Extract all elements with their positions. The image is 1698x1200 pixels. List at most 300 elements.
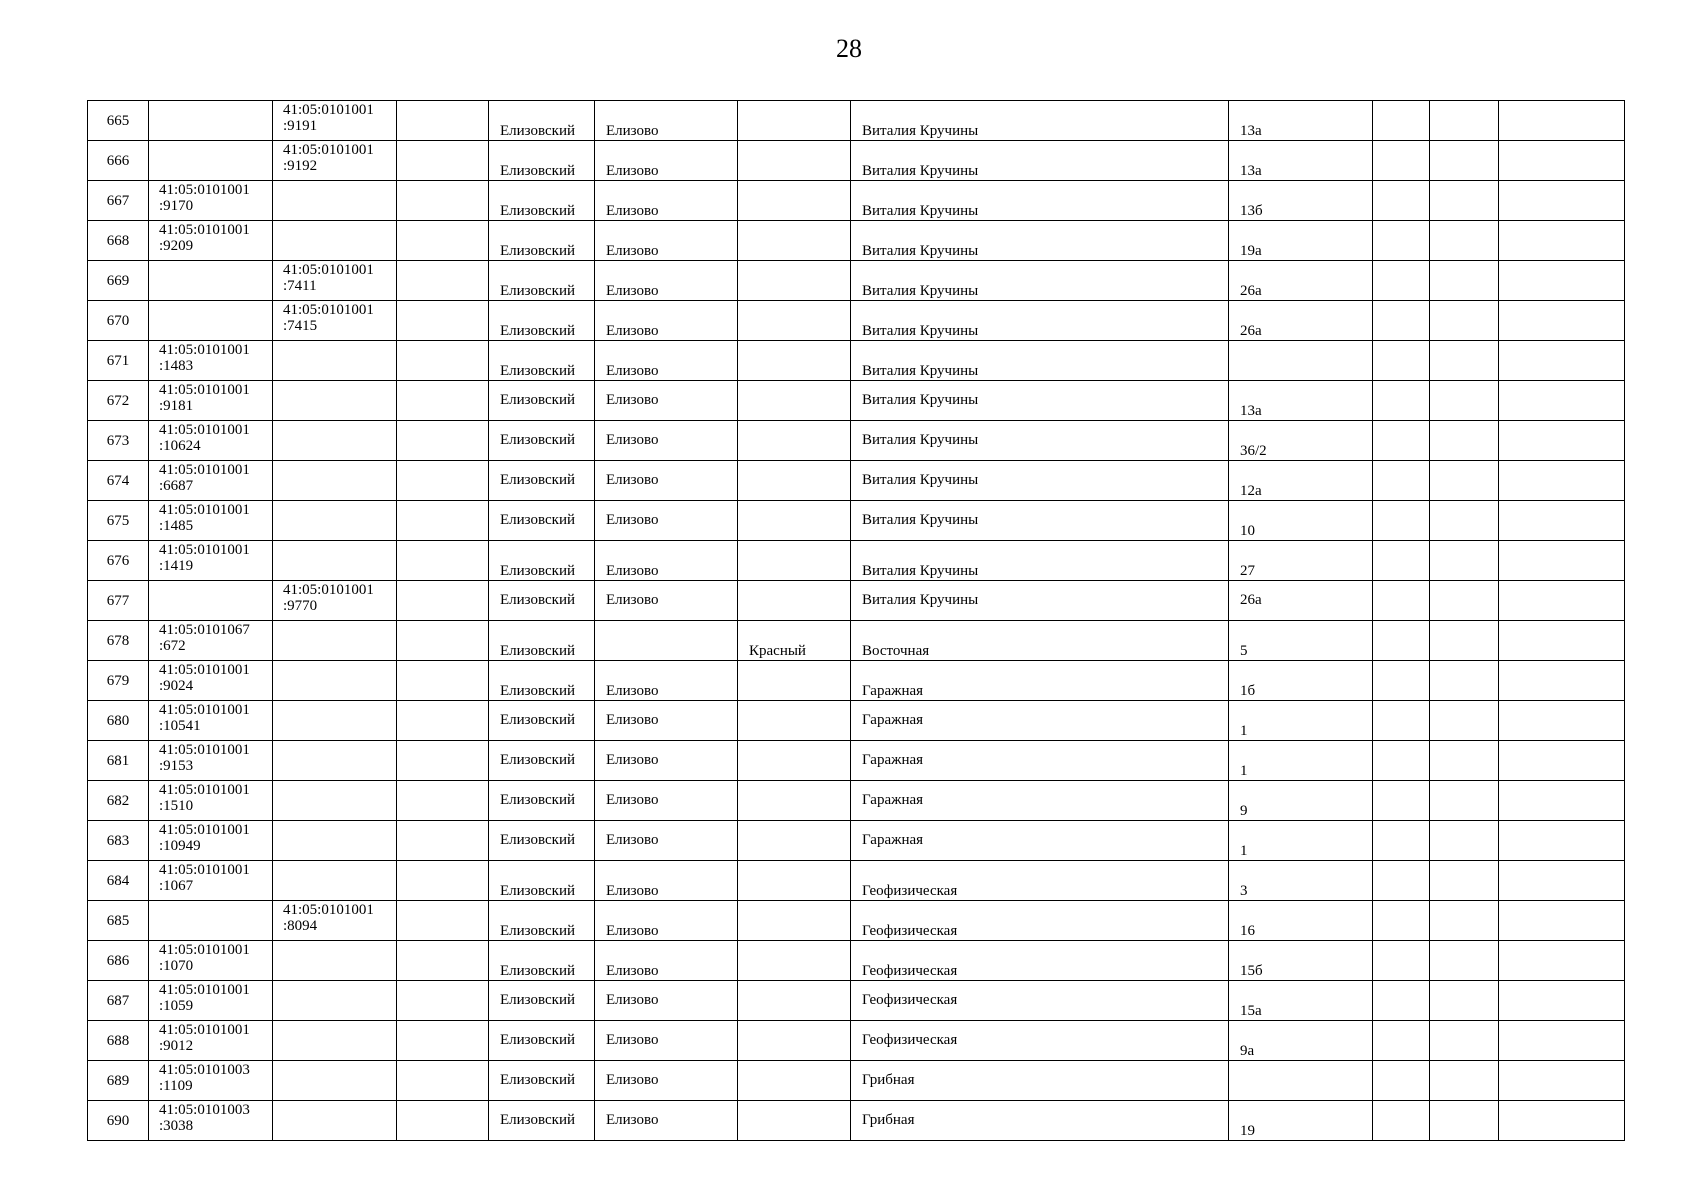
cell-empty bbox=[1430, 1021, 1499, 1061]
cell-house: 27 bbox=[1229, 541, 1373, 581]
cell-cadastral-number-alt bbox=[273, 221, 397, 261]
cell-row-number: 673 bbox=[88, 421, 149, 461]
cell-street: Виталия Кручины bbox=[851, 261, 1229, 301]
cell-settlement bbox=[738, 861, 851, 901]
cell-empty bbox=[1430, 501, 1499, 541]
cell-house: 13а bbox=[1229, 141, 1373, 181]
cell-empty bbox=[1430, 1101, 1499, 1141]
cell-empty bbox=[397, 581, 489, 621]
cell-house: 13а bbox=[1229, 381, 1373, 421]
cell-house: 26а bbox=[1229, 301, 1373, 341]
cell-settlement bbox=[738, 581, 851, 621]
cell-settlement bbox=[738, 1021, 851, 1061]
cell-house: 9 bbox=[1229, 781, 1373, 821]
cell-settlement bbox=[738, 1101, 851, 1141]
cell-street: Виталия Кручины bbox=[851, 541, 1229, 581]
table-row bbox=[88, 741, 1625, 781]
cell-empty bbox=[1499, 141, 1625, 181]
cell-empty bbox=[1499, 501, 1625, 541]
cell-cadastral-number: 41:05:0101001 :1510 bbox=[149, 781, 273, 821]
cell-city: Елизово bbox=[595, 501, 738, 541]
cell-settlement bbox=[738, 781, 851, 821]
cell-street: Виталия Кручины bbox=[851, 461, 1229, 501]
cell-district: Елизовский bbox=[489, 781, 595, 821]
cell-empty bbox=[397, 701, 489, 741]
cell-empty bbox=[1499, 701, 1625, 741]
cell-empty bbox=[397, 941, 489, 981]
cell-district: Елизовский bbox=[489, 661, 595, 701]
cell-district: Елизовский bbox=[489, 1061, 595, 1101]
cell-empty bbox=[1430, 901, 1499, 941]
cell-district: Елизовский bbox=[489, 581, 595, 621]
cell-house: 13а bbox=[1229, 101, 1373, 141]
cell-empty bbox=[1499, 621, 1625, 661]
cell-street: Гаражная bbox=[851, 781, 1229, 821]
cell-empty bbox=[1373, 101, 1430, 141]
cell-house: 1б bbox=[1229, 661, 1373, 701]
cell-cadastral-number: 41:05:0101001 :9209 bbox=[149, 221, 273, 261]
cell-city: Елизово bbox=[595, 261, 738, 301]
cell-cadastral-number-alt bbox=[273, 621, 397, 661]
cell-empty bbox=[397, 541, 489, 581]
cell-cadastral-number-alt: 41:05:0101001 :9192 bbox=[273, 141, 397, 181]
cell-empty bbox=[1373, 1061, 1430, 1101]
cell-cadastral-number bbox=[149, 261, 273, 301]
cell-empty bbox=[397, 341, 489, 381]
cell-settlement bbox=[738, 701, 851, 741]
cell-house: 19 bbox=[1229, 1101, 1373, 1141]
cell-cadastral-number-alt bbox=[273, 701, 397, 741]
cell-empty bbox=[1499, 421, 1625, 461]
cell-house bbox=[1229, 1061, 1373, 1101]
cell-cadastral-number-alt bbox=[273, 421, 397, 461]
cell-district: Елизовский bbox=[489, 541, 595, 581]
cell-empty bbox=[1373, 901, 1430, 941]
cell-street: Виталия Кручины bbox=[851, 581, 1229, 621]
cell-empty bbox=[1373, 421, 1430, 461]
cell-row-number: 665 bbox=[88, 101, 149, 141]
table-row bbox=[88, 981, 1625, 1021]
cell-city: Елизово bbox=[595, 461, 738, 501]
cell-street: Геофизическая bbox=[851, 1021, 1229, 1061]
cell-cadastral-number-alt bbox=[273, 341, 397, 381]
cell-district: Елизовский bbox=[489, 461, 595, 501]
cell-city: Елизово bbox=[595, 381, 738, 421]
cell-row-number: 677 bbox=[88, 581, 149, 621]
cell-row-number: 671 bbox=[88, 341, 149, 381]
cell-cadastral-number-alt bbox=[273, 741, 397, 781]
cell-street: Грибная bbox=[851, 1061, 1229, 1101]
cell-cadastral-number-alt bbox=[273, 781, 397, 821]
cell-house: 13б bbox=[1229, 181, 1373, 221]
cell-empty bbox=[1430, 781, 1499, 821]
cell-city: Елизово bbox=[595, 581, 738, 621]
cell-street: Гаражная bbox=[851, 821, 1229, 861]
table-row bbox=[88, 661, 1625, 701]
cell-empty bbox=[1373, 341, 1430, 381]
cell-empty bbox=[1373, 941, 1430, 981]
cell-cadastral-number: 41:05:0101001 :1483 bbox=[149, 341, 273, 381]
cell-cadastral-number-alt: 41:05:0101001 :7415 bbox=[273, 301, 397, 341]
cell-house: 36/2 bbox=[1229, 421, 1373, 461]
cell-cadastral-number-alt: 41:05:0101001 :9191 bbox=[273, 101, 397, 141]
table-row bbox=[88, 461, 1625, 501]
cell-empty bbox=[1373, 781, 1430, 821]
cell-empty bbox=[1499, 1021, 1625, 1061]
cell-empty bbox=[1499, 461, 1625, 501]
cell-city: Елизово bbox=[595, 941, 738, 981]
cell-cadastral-number-alt bbox=[273, 981, 397, 1021]
cell-city: Елизово bbox=[595, 741, 738, 781]
cell-house: 15а bbox=[1229, 981, 1373, 1021]
cell-district: Елизовский bbox=[489, 141, 595, 181]
cell-cadastral-number bbox=[149, 581, 273, 621]
cell-city: Елизово bbox=[595, 1061, 738, 1101]
cell-empty bbox=[1430, 341, 1499, 381]
cell-cadastral-number-alt bbox=[273, 941, 397, 981]
cell-row-number: 685 bbox=[88, 901, 149, 941]
table-row bbox=[88, 101, 1625, 141]
cell-empty bbox=[1373, 1021, 1430, 1061]
cell-row-number: 689 bbox=[88, 1061, 149, 1101]
cell-empty bbox=[1430, 621, 1499, 661]
cell-city bbox=[595, 621, 738, 661]
cell-city: Елизово bbox=[595, 421, 738, 461]
cell-empty bbox=[1499, 661, 1625, 701]
cell-empty bbox=[1373, 501, 1430, 541]
cell-empty bbox=[1373, 301, 1430, 341]
cell-street: Виталия Кручины bbox=[851, 141, 1229, 181]
cell-settlement bbox=[738, 1061, 851, 1101]
cell-empty bbox=[1499, 741, 1625, 781]
cell-row-number: 676 bbox=[88, 541, 149, 581]
cell-cadastral-number: 41:05:0101001 :1419 bbox=[149, 541, 273, 581]
cell-house: 1 bbox=[1229, 741, 1373, 781]
cell-street: Геофизическая bbox=[851, 901, 1229, 941]
cell-district: Елизовский bbox=[489, 1101, 595, 1141]
cell-empty bbox=[1430, 741, 1499, 781]
cell-empty bbox=[1373, 381, 1430, 421]
cell-settlement bbox=[738, 341, 851, 381]
cell-settlement bbox=[738, 221, 851, 261]
cell-cadastral-number: 41:05:0101001 :1070 bbox=[149, 941, 273, 981]
cell-cadastral-number-alt: 41:05:0101001 :9770 bbox=[273, 581, 397, 621]
cell-row-number: 669 bbox=[88, 261, 149, 301]
cell-cadastral-number: 41:05:0101001 :9181 bbox=[149, 381, 273, 421]
cell-cadastral-number-alt bbox=[273, 501, 397, 541]
table-row bbox=[88, 261, 1625, 301]
cell-settlement bbox=[738, 541, 851, 581]
cell-cadastral-number: 41:05:0101001 :1485 bbox=[149, 501, 273, 541]
cell-district: Елизовский bbox=[489, 941, 595, 981]
cell-empty bbox=[1499, 221, 1625, 261]
cell-cadastral-number: 41:05:0101003 :1109 bbox=[149, 1061, 273, 1101]
cell-empty bbox=[1499, 101, 1625, 141]
cell-city: Елизово bbox=[595, 1101, 738, 1141]
cell-city: Елизово bbox=[595, 781, 738, 821]
cell-empty bbox=[1373, 461, 1430, 501]
cell-empty bbox=[397, 661, 489, 701]
cell-cadastral-number-alt bbox=[273, 461, 397, 501]
cell-district: Елизовский bbox=[489, 221, 595, 261]
cell-empty bbox=[1499, 301, 1625, 341]
cell-city: Елизово bbox=[595, 341, 738, 381]
cell-street: Виталия Кручины bbox=[851, 341, 1229, 381]
cell-settlement bbox=[738, 421, 851, 461]
cell-cadastral-number: 41:05:0101001 :9153 bbox=[149, 741, 273, 781]
cell-street: Виталия Кручины bbox=[851, 501, 1229, 541]
cell-empty bbox=[397, 301, 489, 341]
cell-empty bbox=[397, 101, 489, 141]
cell-row-number: 668 bbox=[88, 221, 149, 261]
cell-city: Елизово bbox=[595, 661, 738, 701]
table-row bbox=[88, 381, 1625, 421]
cell-settlement bbox=[738, 501, 851, 541]
cell-empty bbox=[1373, 821, 1430, 861]
cell-city: Елизово bbox=[595, 861, 738, 901]
cell-street: Виталия Кручины bbox=[851, 381, 1229, 421]
cell-city: Елизово bbox=[595, 821, 738, 861]
cell-empty bbox=[1373, 621, 1430, 661]
cell-empty bbox=[1499, 1061, 1625, 1101]
cell-cadastral-number: 41:05:0101001 :9012 bbox=[149, 1021, 273, 1061]
cell-empty bbox=[1430, 701, 1499, 741]
cell-cadastral-number-alt bbox=[273, 541, 397, 581]
cell-cadastral-number-alt bbox=[273, 181, 397, 221]
cell-empty bbox=[1430, 261, 1499, 301]
cell-row-number: 682 bbox=[88, 781, 149, 821]
cell-cadastral-number: 41:05:0101001 :1059 bbox=[149, 981, 273, 1021]
cell-row-number: 678 bbox=[88, 621, 149, 661]
table-row bbox=[88, 621, 1625, 661]
cell-settlement bbox=[738, 941, 851, 981]
cell-empty bbox=[1430, 1061, 1499, 1101]
table-row bbox=[88, 1101, 1625, 1141]
cell-cadastral-number-alt bbox=[273, 1061, 397, 1101]
cell-empty bbox=[397, 981, 489, 1021]
table-row bbox=[88, 901, 1625, 941]
cell-district: Елизовский bbox=[489, 901, 595, 941]
cell-district: Елизовский bbox=[489, 261, 595, 301]
cell-house: 9а bbox=[1229, 1021, 1373, 1061]
cell-cadastral-number: 41:05:0101001 :10541 bbox=[149, 701, 273, 741]
cell-city: Елизово bbox=[595, 181, 738, 221]
cell-empty bbox=[397, 1021, 489, 1061]
cell-street: Грибная bbox=[851, 1101, 1229, 1141]
cell-cadastral-number bbox=[149, 301, 273, 341]
cell-empty bbox=[1430, 581, 1499, 621]
cell-settlement bbox=[738, 741, 851, 781]
cell-settlement bbox=[738, 141, 851, 181]
cell-empty bbox=[1499, 261, 1625, 301]
cell-house: 26а bbox=[1229, 261, 1373, 301]
cell-empty bbox=[397, 261, 489, 301]
table-body bbox=[88, 101, 1625, 1141]
cell-settlement bbox=[738, 101, 851, 141]
cell-house: 19а bbox=[1229, 221, 1373, 261]
cell-cadastral-number: 41:05:0101001 :1067 bbox=[149, 861, 273, 901]
cell-house: 16 bbox=[1229, 901, 1373, 941]
cell-district: Елизовский bbox=[489, 821, 595, 861]
cell-empty bbox=[1373, 741, 1430, 781]
cell-empty bbox=[1430, 821, 1499, 861]
cell-empty bbox=[1499, 1101, 1625, 1141]
cell-empty bbox=[1499, 781, 1625, 821]
cell-settlement bbox=[738, 301, 851, 341]
table-row bbox=[88, 821, 1625, 861]
cell-street: Геофизическая bbox=[851, 981, 1229, 1021]
cell-empty bbox=[1373, 181, 1430, 221]
cell-row-number: 666 bbox=[88, 141, 149, 181]
cell-row-number: 675 bbox=[88, 501, 149, 541]
cell-empty bbox=[1373, 221, 1430, 261]
cell-district: Елизовский bbox=[489, 501, 595, 541]
cell-cadastral-number: 41:05:0101001 :10624 bbox=[149, 421, 273, 461]
cell-house: 12а bbox=[1229, 461, 1373, 501]
cell-district: Елизовский bbox=[489, 981, 595, 1021]
cell-cadastral-number bbox=[149, 101, 273, 141]
cell-city: Елизово bbox=[595, 221, 738, 261]
cell-cadastral-number-alt bbox=[273, 661, 397, 701]
cell-house bbox=[1229, 341, 1373, 381]
registry-table bbox=[87, 100, 1625, 1141]
cell-city: Елизово bbox=[595, 901, 738, 941]
cell-house: 15б bbox=[1229, 941, 1373, 981]
cell-district: Елизовский bbox=[489, 1021, 595, 1061]
table-row bbox=[88, 221, 1625, 261]
cell-empty bbox=[1373, 541, 1430, 581]
cell-empty bbox=[1373, 861, 1430, 901]
cell-city: Елизово bbox=[595, 1021, 738, 1061]
cell-empty bbox=[1430, 661, 1499, 701]
cell-district: Елизовский bbox=[489, 181, 595, 221]
cell-street: Гаражная bbox=[851, 701, 1229, 741]
cell-district: Елизовский bbox=[489, 741, 595, 781]
cell-empty bbox=[397, 741, 489, 781]
cell-cadastral-number-alt bbox=[273, 861, 397, 901]
cell-cadastral-number: 41:05:0101001 :9024 bbox=[149, 661, 273, 701]
cell-cadastral-number: 41:05:0101001 :6687 bbox=[149, 461, 273, 501]
cell-row-number: 679 bbox=[88, 661, 149, 701]
cell-row-number: 672 bbox=[88, 381, 149, 421]
cell-cadastral-number: 41:05:0101003 :3038 bbox=[149, 1101, 273, 1141]
cell-city: Елизово bbox=[595, 541, 738, 581]
cell-row-number: 683 bbox=[88, 821, 149, 861]
cell-empty bbox=[397, 381, 489, 421]
cell-empty bbox=[1499, 821, 1625, 861]
cell-row-number: 686 bbox=[88, 941, 149, 981]
cell-empty bbox=[397, 501, 489, 541]
cell-empty bbox=[1430, 941, 1499, 981]
cell-cadastral-number: 41:05:0101001 :9170 bbox=[149, 181, 273, 221]
cell-empty bbox=[1373, 701, 1430, 741]
cell-empty bbox=[1499, 581, 1625, 621]
cell-empty bbox=[1499, 341, 1625, 381]
cell-empty bbox=[1430, 101, 1499, 141]
cell-empty bbox=[1499, 981, 1625, 1021]
table-row bbox=[88, 301, 1625, 341]
cell-row-number: 681 bbox=[88, 741, 149, 781]
table-row bbox=[88, 861, 1625, 901]
cell-row-number: 690 bbox=[88, 1101, 149, 1141]
cell-empty bbox=[397, 221, 489, 261]
cell-house: 1 bbox=[1229, 701, 1373, 741]
table-row bbox=[88, 701, 1625, 741]
cell-district: Елизовский bbox=[489, 421, 595, 461]
cell-empty bbox=[397, 901, 489, 941]
cell-empty bbox=[397, 1061, 489, 1101]
cell-empty bbox=[1430, 141, 1499, 181]
cell-empty bbox=[1499, 901, 1625, 941]
page-number: 28 bbox=[836, 34, 862, 63]
cell-house: 10 bbox=[1229, 501, 1373, 541]
cell-empty bbox=[397, 861, 489, 901]
cell-district: Елизовский bbox=[489, 301, 595, 341]
cell-cadastral-number: 41:05:0101067 :672 bbox=[149, 621, 273, 661]
cell-empty bbox=[1430, 421, 1499, 461]
table-row bbox=[88, 141, 1625, 181]
cell-settlement bbox=[738, 901, 851, 941]
cell-house: 3 bbox=[1229, 861, 1373, 901]
cell-empty bbox=[1499, 181, 1625, 221]
cell-empty bbox=[1430, 301, 1499, 341]
cell-cadastral-number-alt bbox=[273, 381, 397, 421]
cell-empty bbox=[397, 1101, 489, 1141]
cell-empty bbox=[1430, 221, 1499, 261]
cell-row-number: 667 bbox=[88, 181, 149, 221]
cell-settlement bbox=[738, 661, 851, 701]
cell-empty bbox=[1499, 941, 1625, 981]
cell-cadastral-number-alt: 41:05:0101001 :7411 bbox=[273, 261, 397, 301]
cell-street: Виталия Кручины bbox=[851, 101, 1229, 141]
cell-empty bbox=[1499, 381, 1625, 421]
cell-street: Гаражная bbox=[851, 661, 1229, 701]
cell-street: Восточная bbox=[851, 621, 1229, 661]
table-row bbox=[88, 1061, 1625, 1101]
cell-empty bbox=[1499, 861, 1625, 901]
cell-cadastral-number: 41:05:0101001 :10949 bbox=[149, 821, 273, 861]
cell-empty bbox=[1430, 541, 1499, 581]
cell-district: Елизовский bbox=[489, 381, 595, 421]
cell-empty bbox=[1373, 261, 1430, 301]
cell-cadastral-number-alt bbox=[273, 1101, 397, 1141]
cell-street: Виталия Кручины bbox=[851, 301, 1229, 341]
table-row bbox=[88, 341, 1625, 381]
cell-settlement bbox=[738, 981, 851, 1021]
table-row bbox=[88, 501, 1625, 541]
cell-settlement bbox=[738, 461, 851, 501]
cell-empty bbox=[397, 461, 489, 501]
cell-empty bbox=[1373, 1101, 1430, 1141]
cell-empty bbox=[397, 181, 489, 221]
cell-city: Елизово bbox=[595, 981, 738, 1021]
cell-district: Елизовский bbox=[489, 861, 595, 901]
cell-settlement: Красный bbox=[738, 621, 851, 661]
cell-house: 5 bbox=[1229, 621, 1373, 661]
table-row bbox=[88, 541, 1625, 581]
cell-street: Геофизическая bbox=[851, 941, 1229, 981]
cell-district: Елизовский bbox=[489, 101, 595, 141]
cell-street: Геофизическая bbox=[851, 861, 1229, 901]
table-row bbox=[88, 421, 1625, 461]
table-row bbox=[88, 181, 1625, 221]
cell-cadastral-number-alt bbox=[273, 1021, 397, 1061]
cell-settlement bbox=[738, 261, 851, 301]
cell-row-number: 674 bbox=[88, 461, 149, 501]
cell-empty bbox=[1430, 381, 1499, 421]
cell-empty bbox=[1373, 141, 1430, 181]
table-row bbox=[88, 781, 1625, 821]
